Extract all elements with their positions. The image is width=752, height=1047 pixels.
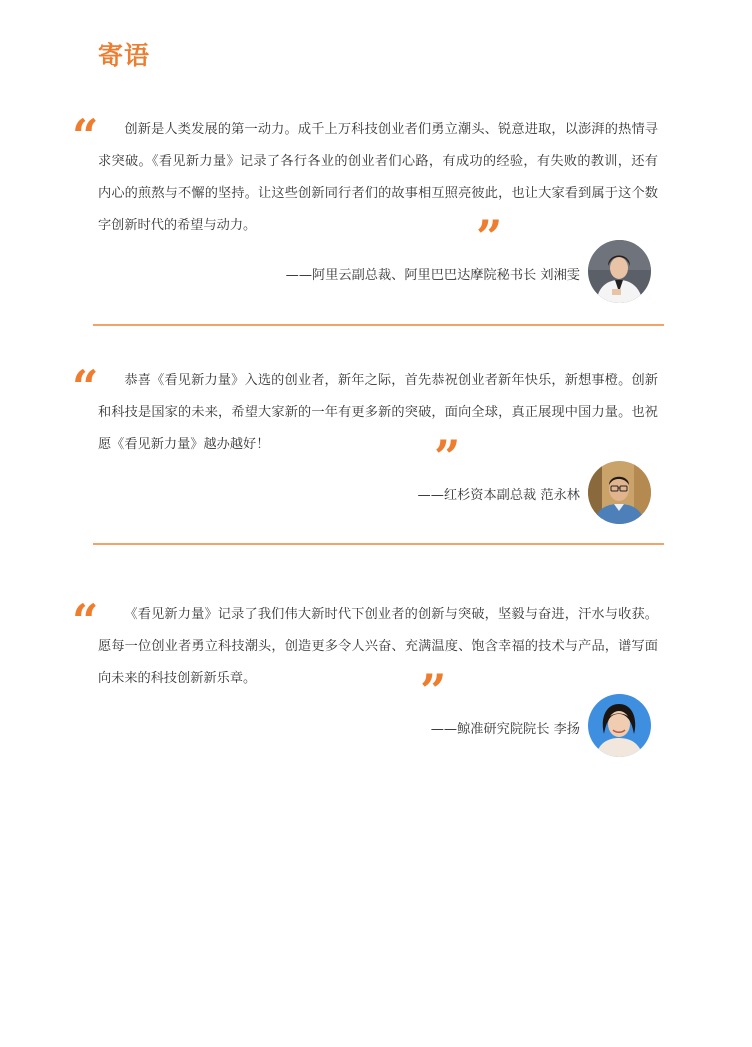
avatar: [588, 240, 651, 303]
quote-signature: ——红杉资本副总裁 范永林: [417, 488, 580, 503]
avatar: [588, 461, 651, 524]
close-quote-icon: ”: [434, 430, 461, 484]
avatar: [588, 694, 651, 757]
quote-signature: ——鲸准研究院院长 李扬: [430, 722, 580, 737]
quote-text: 创新是人类发展的第一动力。成千上万科技创业者们勇立潮头、锐意进取，以澎湃的热情寻求突破。《看见新力量》记录了各行各业的创业者们心路，有成功的经验，有失败的教训，还有内心的煎熬与不懈的坚持。让这些创新同行者们的故事相互照亮彼此，也让大家看到属于这个数字创新时代的希望与动力。: [98, 122, 658, 233]
open-quote-icon: “: [72, 109, 99, 163]
divider: [93, 543, 664, 545]
page-title: 寄语: [98, 41, 151, 70]
open-quote-icon: “: [72, 360, 99, 414]
close-quote-icon: ”: [420, 664, 447, 718]
open-quote-icon: “: [72, 594, 99, 648]
quote-text: 恭喜《看见新力量》入选的创业者，新年之际，首先恭祝创业者新年快乐，新想事橙。创新和科技是国家的未来，希望大家新的一年有更多新的突破，面向全球，真正展现中国力量。也祝愿《看见新力量》越办越好！: [98, 373, 658, 452]
divider: [93, 324, 664, 326]
quote-text: 《看见新力量》记录了我们伟大新时代下创业者的创新与突破，坚毅与奋进，汗水与收获。愿每一位创业者勇立科技潮头，创造更多令人兴奋、充满温度、饱含幸福的技术与产品，谱写面向未来的科技创新新乐章。: [98, 607, 658, 686]
close-quote-icon: ”: [476, 210, 503, 264]
quote-signature: ——阿里云副总裁、阿里巴巴达摩院秘书长 刘湘雯: [285, 268, 580, 283]
